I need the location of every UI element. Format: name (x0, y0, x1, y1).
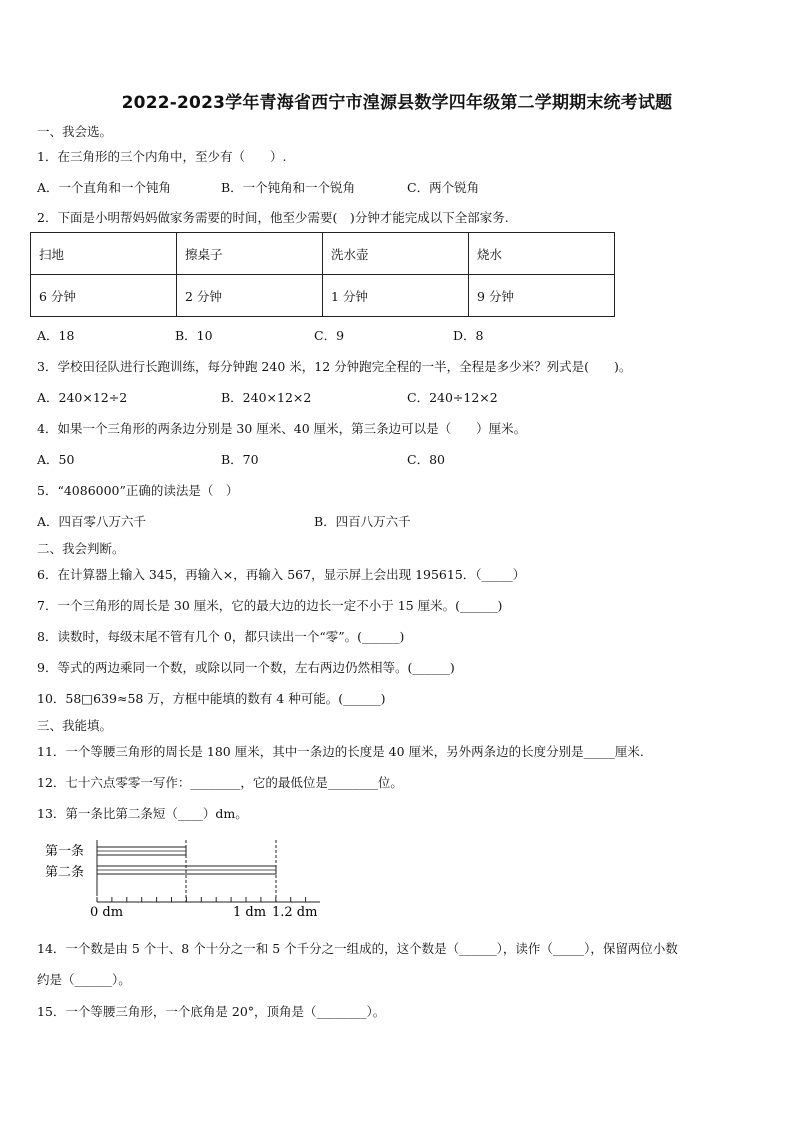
question-3: 3．学校田径队进行长跑训练，每分钟跑 240 米，12 分钟跑完全程的一半，全程是多少米？列式是( )。 (37, 359, 632, 374)
axis-label-1: 1 dm (233, 905, 267, 920)
q5-option-a: A．四百零八万六千 (37, 514, 147, 529)
question-8: 8．读数时，每级末尾不管有几个 0，都只读出一个“零”。(______) (37, 629, 405, 644)
question-5: 5．“4086000”正确的读法是（ ） (37, 483, 239, 498)
length-comparison-diagram (40, 836, 330, 922)
q4-option-a: A．50 (37, 452, 75, 467)
table-cell: 2 分钟 (177, 275, 323, 317)
section-heading-1: 一、我会选。 (37, 124, 113, 139)
axis-label-1-2: 1.2 dm (272, 905, 318, 920)
table-header-cell: 扫地 (31, 233, 177, 275)
table-header-cell: 洗水壶 (323, 233, 469, 275)
question-14-line-1: 14．一个数是由 5 个十、8 个十分之一和 5 个千分之一组成的，这个数是（______），读作（_____），保留两位小数 (37, 941, 678, 956)
q2-option-b: B．10 (175, 328, 213, 343)
table-row (31, 275, 615, 317)
question-11: 11．一个等腰三角形的周长是 180 厘米，其中一条边的长度是 40 厘米，另外两条边的长度分别是_____厘米. (37, 744, 644, 759)
question-15: 15．一个等腰三角形，一个底角是 20°，顶角是（________）。 (37, 1004, 386, 1019)
axis-label-0: 0 dm (90, 905, 124, 920)
question-10: 10．58□639≈58 万，方框中能填的数有 4 种可能。(______) (37, 691, 386, 706)
q1-option-b: B．一个钝角和一个锐角 (221, 180, 356, 195)
q3-option-a: A．240×12÷2 (37, 390, 128, 405)
q5-option-b: B．四百八万六千 (314, 514, 411, 529)
section-heading-2: 二、我会判断。 (37, 541, 125, 556)
q2-option-d: D．8 (453, 328, 484, 343)
question-12: 12．七十六点零零一写作：________，它的最低位是________位。 (37, 775, 403, 790)
table-row (31, 233, 615, 275)
q2-option-c: C．9 (314, 328, 345, 343)
first-strip-label: 第一条 (45, 844, 85, 859)
q4-option-c: C．80 (407, 452, 445, 467)
q3-option-c: C．240÷12×2 (407, 390, 498, 405)
ruler-ticks (97, 897, 306, 902)
q2-option-a: A．18 (37, 328, 75, 343)
q3-option-b: B．240×12×2 (221, 390, 312, 405)
question-1: 1．在三角形的三个内角中，至少有（ ）. (37, 149, 287, 164)
table-header-cell: 烧水 (469, 233, 615, 275)
table-cell: 6 分钟 (31, 275, 177, 317)
table-header-cell: 擦桌子 (177, 233, 323, 275)
question-4: 4．如果一个三角形的两条边分别是 30 厘米、40 厘米，第三条边可以是（ ）厘米。 (37, 421, 527, 436)
question-9: 9．等式的两边乘同一个数，或除以同一个数，左右两边仍然相等。(______) (37, 660, 455, 675)
question-2: 2．下面是小明帮妈妈做家务需要的时间，他至少需要( )分钟才能完成以下全部家务. (37, 210, 509, 225)
page-title: 2022-2023学年青海省西宁市湟源县数学四年级第二学期期末统考试题 (121, 93, 673, 113)
section-heading-3: 三、我能填。 (37, 718, 113, 733)
table-cell: 9 分钟 (469, 275, 615, 317)
question-14-line-2: 约是（______）。 (37, 972, 131, 987)
second-strip-label: 第二条 (45, 865, 85, 880)
question-7: 7．一个三角形的周长是 30 厘米，它的最大边的边长一定不小于 15 厘米。(______) (37, 598, 503, 613)
q1-option-a: A．一个直角和一个钝角 (37, 180, 172, 195)
q1-option-c: C．两个锐角 (407, 180, 480, 195)
question-6: 6．在计算器上输入 345，再输入×，再输入 567，显示屏上会出现 195615．（_____） (37, 567, 526, 582)
chores-table (30, 232, 615, 317)
q4-option-b: B．70 (221, 452, 259, 467)
table-cell: 1 分钟 (323, 275, 469, 317)
question-13: 13．第一条比第二条短（____）dm。 (37, 806, 248, 821)
